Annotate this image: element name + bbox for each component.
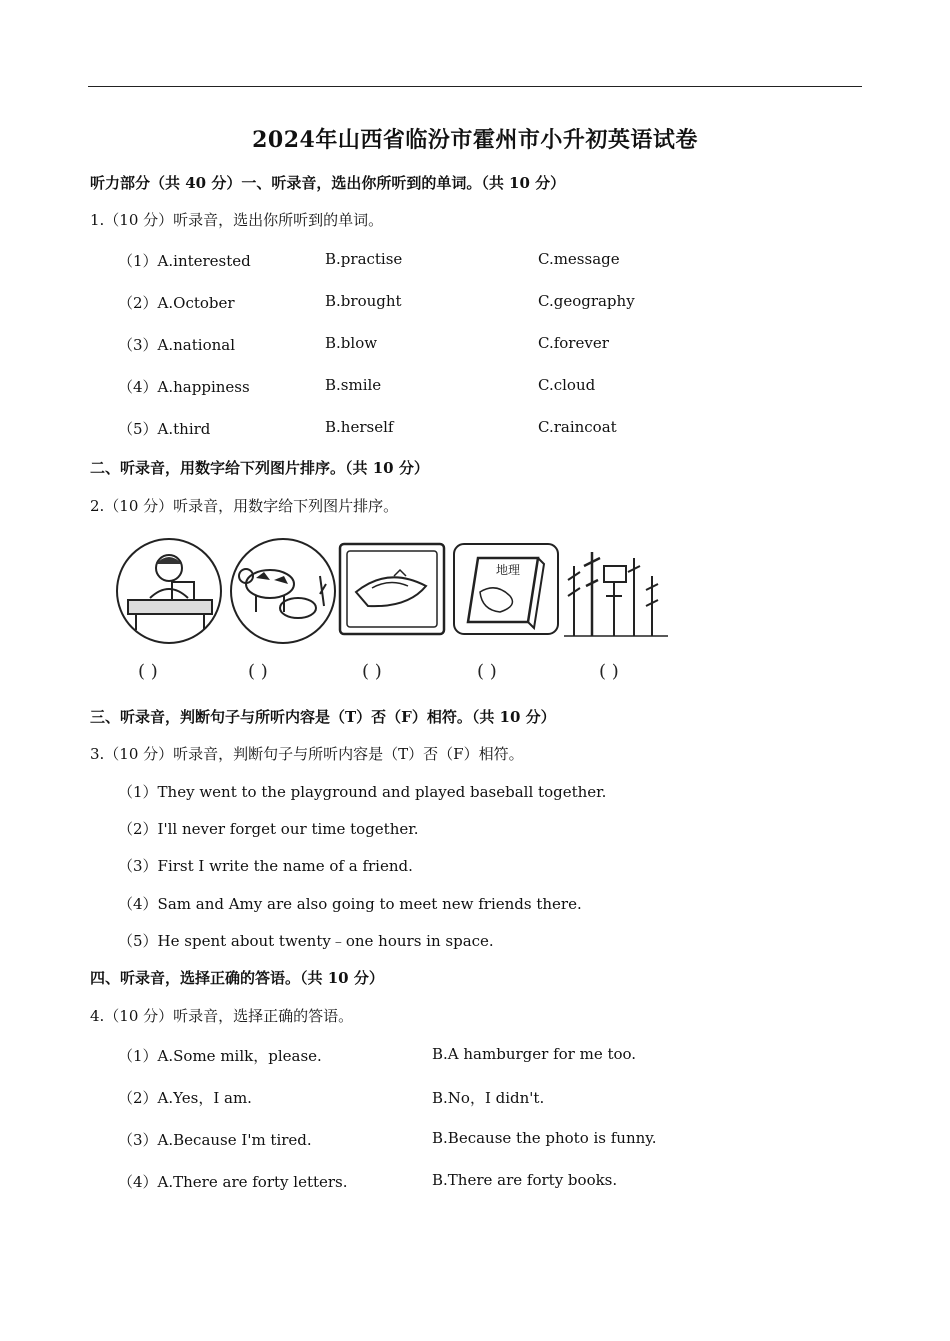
q1-5-option-a[interactable]: （5）A.third	[118, 420, 211, 438]
q3-statement-2: （2）I'll never forget our time together.	[118, 820, 419, 838]
section-3-heading: 三、听录音，判断句子与所听内容是（T）否（F）相符。（共 10 分）	[90, 708, 556, 726]
q3-statement-4: （4）Sam and Amy are also going to meet new friends there.	[118, 895, 582, 913]
q1-3-option-c[interactable]: C.forever	[538, 334, 609, 352]
q4-2-option-b[interactable]: B.No，I didn't.	[432, 1089, 545, 1107]
q1-1-option-c[interactable]: C.message	[538, 250, 620, 268]
q4-1-option-a[interactable]: （1）A.Some milk，please.	[118, 1047, 322, 1065]
q1-4-option-a[interactable]: （4）A.happiness	[118, 378, 250, 396]
q3-statement-1: （1）They went to the playground and played baseball together.	[118, 783, 607, 801]
q1-5-option-c[interactable]: C.raincoat	[538, 418, 617, 436]
q3-statement-5: （5）He spent about twenty﹣one hours in space.	[118, 932, 494, 950]
question-3-stem: 3.（10 分）听录音，判断句子与所听内容是（T）否（F）相符。	[90, 745, 524, 763]
question-1-stem: 1.（10 分）听录音，选出你所听到的单词。	[90, 211, 384, 229]
q1-1-option-b[interactable]: B.practise	[325, 250, 403, 268]
q1-1-option-a[interactable]: （1）A.interested	[118, 252, 251, 270]
picture-row	[112, 536, 672, 686]
section-4-heading: 四、听录音，选择正确的答语。（共 10 分）	[90, 969, 384, 987]
q1-4-option-c[interactable]: C.cloud	[538, 376, 596, 394]
section-1-heading: 听力部分（共 40 分）一、听录音，选出你所听到的单词。（共 10 分）	[90, 174, 566, 192]
q3-statement-3: （3）First I write the name of a friend.	[118, 857, 413, 875]
landscape-painting-picture	[338, 536, 448, 646]
cows-picture	[228, 536, 338, 646]
answer-blank-1[interactable]: ( )	[138, 661, 158, 682]
q1-5-option-b[interactable]: B.herself	[325, 418, 394, 436]
q4-3-option-a[interactable]: （3）A.Because I'm tired.	[118, 1131, 312, 1149]
boy-reading-picture	[114, 536, 224, 646]
q1-2-option-c[interactable]: C.geography	[538, 292, 635, 310]
q4-3-option-b[interactable]: B.Because the photo is funny.	[432, 1129, 657, 1147]
q4-4-option-b[interactable]: B.There are forty books.	[432, 1171, 618, 1189]
q4-1-option-b[interactable]: B.A hamburger for me too.	[432, 1045, 637, 1063]
answer-blank-5[interactable]: ( )	[599, 661, 619, 682]
answer-blank-4[interactable]: ( )	[477, 661, 497, 682]
section-2-heading: 二、听录音，用数字给下列图片排序。（共 10 分）	[90, 459, 429, 477]
geography-book-picture	[452, 536, 562, 646]
q1-3-option-a[interactable]: （3）A.national	[118, 336, 236, 354]
page-title: 2024年山西省临汾市霍州市小升初英语试卷	[252, 127, 698, 153]
answer-blank-3[interactable]: ( )	[362, 661, 382, 682]
q4-4-option-a[interactable]: （4）A.There are forty letters.	[118, 1173, 348, 1191]
book-label: 地理	[496, 563, 521, 577]
header-rule	[88, 86, 862, 87]
answer-blank-2[interactable]: ( )	[248, 661, 268, 682]
question-2-stem: 2.（10 分）听录音，用数字给下列图片排序。	[90, 497, 399, 515]
plants-picture	[564, 536, 674, 646]
q1-4-option-b[interactable]: B.smile	[325, 376, 382, 394]
question-4-stem: 4.（10 分）听录音，选择正确的答语。	[90, 1007, 354, 1025]
q1-2-option-a[interactable]: （2）A.October	[118, 294, 235, 312]
q1-3-option-b[interactable]: B.blow	[325, 334, 378, 352]
q1-2-option-b[interactable]: B.brought	[325, 292, 402, 310]
q4-2-option-a[interactable]: （2）A.Yes，I am.	[118, 1089, 252, 1107]
